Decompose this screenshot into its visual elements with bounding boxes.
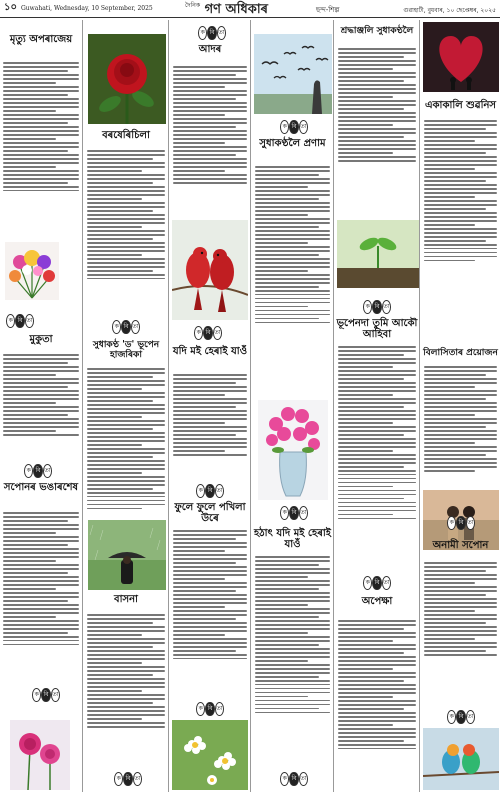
kobita-badge: ক বি তা bbox=[32, 688, 60, 702]
kobita-badge: ক বি তা bbox=[280, 120, 308, 134]
flower-vase-image bbox=[258, 400, 328, 500]
masthead bbox=[0, 0, 500, 18]
article-title: সুধাকণ্ঠলৈ প্ৰণাম bbox=[259, 138, 326, 149]
kobita-badge: ক বি তা bbox=[112, 320, 140, 334]
column-4 bbox=[252, 20, 334, 792]
article-body-placeholder bbox=[87, 612, 165, 762]
white-flowers-image bbox=[172, 720, 248, 790]
kobita-badge: ক বি তা bbox=[363, 300, 391, 314]
article-body-placeholder bbox=[173, 64, 247, 214]
article-title: সুধাকণ্ঠ 'ড' ভূপেন হাজৰিকা bbox=[92, 340, 160, 360]
article-body-placeholder bbox=[87, 148, 165, 318]
sprout-image bbox=[337, 220, 419, 288]
column-1 bbox=[0, 20, 83, 792]
article-title: একাকালি শুৱনিস bbox=[424, 100, 497, 111]
logo-prefix: দৈনিক bbox=[185, 2, 201, 9]
article-body-placeholder bbox=[173, 372, 247, 482]
article-title: বিলাসিতাৰ প্ৰয়োজন bbox=[423, 348, 498, 358]
column-5 bbox=[335, 20, 420, 792]
article-body-placeholder bbox=[3, 352, 79, 462]
page-number: ১০ bbox=[4, 2, 17, 13]
article-title: সপোনৰ ভঙাৰশেষ bbox=[3, 482, 79, 493]
kobita-badge: ক বি তা bbox=[6, 314, 34, 328]
article-body-placeholder bbox=[338, 618, 416, 788]
kobita-badge: ক বি তা bbox=[363, 576, 391, 590]
article-title: যদি মই হেৰাই যাওঁ bbox=[172, 346, 248, 357]
article-title: ফুলে ফুলে পখিলা উৰে bbox=[174, 502, 246, 524]
article-body-placeholder bbox=[338, 344, 416, 574]
article-title: বৰষেৰিচিলা bbox=[102, 130, 150, 141]
kobita-badge: ক বি তা bbox=[196, 484, 224, 498]
article-body-placeholder bbox=[255, 164, 330, 374]
lovebirds-image bbox=[423, 728, 499, 790]
newspaper-logo bbox=[185, 0, 268, 21]
birds-flying-image bbox=[254, 34, 332, 114]
heart-couple-image bbox=[423, 22, 499, 92]
kobita-badge: ক বি তা bbox=[280, 772, 308, 786]
column-2 bbox=[84, 20, 169, 792]
article-body-placeholder bbox=[424, 118, 497, 308]
kobita-badge: ক বি তা bbox=[194, 326, 222, 340]
article-title: বাসনা bbox=[114, 594, 138, 605]
article-title: হঠাৎ যদি মই হেৰাই যাওঁ bbox=[254, 528, 331, 550]
article-title: শ্ৰদ্ধাঞ্জলি সুধাকণ্ঠলৈ bbox=[340, 26, 414, 36]
logo-name: গণ অধিকাৰ bbox=[204, 2, 268, 17]
city-date: Guwahati, Wednesday, 10 September, 2025 bbox=[21, 5, 153, 12]
assamese-date: গুৱাহাটী, বুধবাৰ, ১০ ছেপ্তেম্বৰ, ২০২৫ bbox=[403, 7, 496, 14]
kobita-badge: ক বি তা bbox=[280, 506, 308, 520]
kobita-badge: ক বি তা bbox=[196, 702, 224, 716]
article-body-placeholder bbox=[3, 60, 79, 230]
kobita-badge: ক বি তা bbox=[198, 26, 226, 40]
article-title: মৃত্যু অপৰাজেয় bbox=[9, 34, 73, 45]
article-title: অপেক্ষা bbox=[361, 596, 393, 607]
column-6 bbox=[421, 20, 500, 792]
kobita-badge: ক বি তা bbox=[24, 464, 52, 478]
section-name: ছন্দ-শিল্প bbox=[316, 6, 340, 14]
kobita-badge: ক বি তা bbox=[447, 516, 475, 530]
article-body-placeholder bbox=[3, 510, 79, 685]
article-title: অনামী সপোন bbox=[432, 540, 489, 551]
article-title: ভূপেনদা তুমি আকৌ আহিবা bbox=[336, 318, 418, 340]
column-3 bbox=[170, 20, 251, 792]
red-rose-image bbox=[88, 34, 166, 124]
flower-bouquet-image bbox=[5, 242, 59, 300]
article-title: মুকুতা bbox=[29, 334, 53, 345]
kobita-badge: ক বি তা bbox=[114, 772, 142, 786]
article-body-placeholder bbox=[173, 528, 247, 698]
article-title: আদৰ bbox=[198, 44, 222, 55]
article-body-placeholder bbox=[424, 560, 497, 710]
article-body-placeholder bbox=[338, 46, 416, 196]
girl-in-rain-image bbox=[88, 520, 166, 590]
article-body-placeholder bbox=[255, 554, 330, 764]
pink-roses-image bbox=[10, 720, 70, 790]
kobita-badge: ক বি তা bbox=[447, 710, 475, 724]
red-birds-image bbox=[172, 220, 248, 320]
